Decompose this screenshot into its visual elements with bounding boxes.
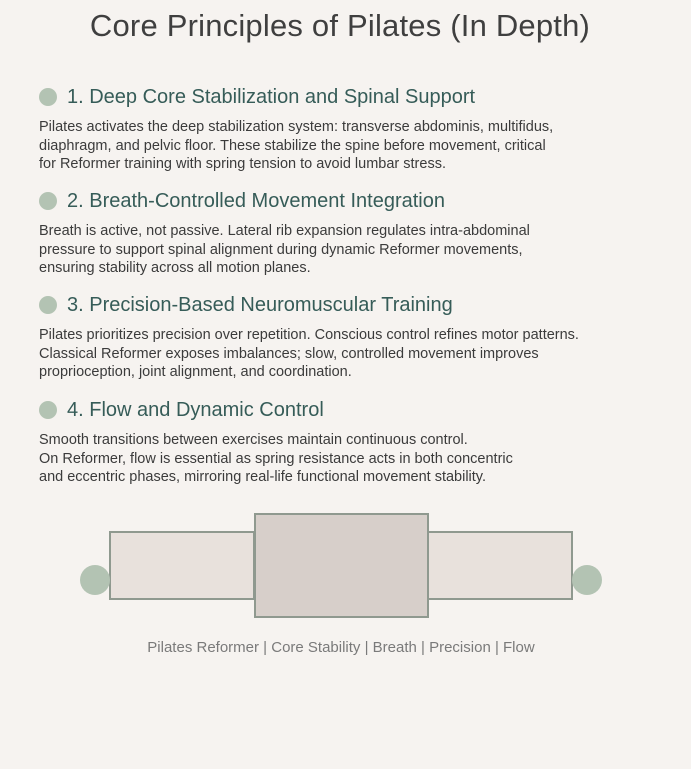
description-line: On Reformer, flow is essential as spring resistance acts in both concentric	[39, 450, 513, 467]
reformer-carriage-block	[254, 513, 429, 618]
section-header	[39, 86, 669, 112]
description-line: Breath is active, not passive. Lateral rib expansion regulates intra-abdominal	[39, 223, 530, 239]
description-line: Smooth transitions between exercises maintain continuous control.	[39, 432, 468, 448]
section-heading: 4. Flow and Dynamic Control	[67, 399, 324, 421]
section-description	[39, 431, 669, 487]
description-line: for Reformer training with spring tension to avoid lumbar stress.	[39, 156, 446, 173]
reformer-illustration	[78, 512, 606, 620]
principle-section-4	[39, 399, 669, 487]
section-header	[39, 294, 669, 320]
bullet-dot-icon	[39, 88, 57, 106]
section-description	[39, 118, 669, 174]
bullet-dot-icon	[39, 296, 57, 314]
description-line: pressure to support spinal alignment during dynamic Reformer movements,	[39, 241, 523, 258]
description-line: proprioception, joint alignment, and coordination.	[39, 364, 352, 381]
section-header	[39, 190, 669, 216]
description-line: Pilates prioritizes precision over repetition. Conscious control refines motor patterns.	[39, 327, 579, 343]
reformer-right-block	[427, 531, 573, 600]
section-heading: 1. Deep Core Stabilization and Spinal Support	[67, 86, 476, 108]
bullet-dot-icon	[39, 401, 57, 419]
principle-section-1	[39, 86, 669, 174]
principle-section-2	[39, 190, 669, 278]
principle-section-3	[39, 294, 669, 382]
section-description	[39, 326, 669, 382]
section-heading: 2. Breath-Controlled Movement Integration	[67, 190, 445, 212]
description-line: Classical Reformer exposes imbalances; slow, controlled movement improves	[39, 345, 539, 362]
section-heading: 3. Precision-Based Neuromuscular Training	[67, 294, 453, 316]
description-line: and eccentric phases, mirroring real-life functional movement stability.	[39, 469, 487, 486]
footer-tagline: Pilates Reformer | Core Stability | Breath | Precision | Flow	[147, 639, 535, 656]
description-line: ensuring stability across all motion planes.	[39, 260, 311, 277]
section-description	[39, 222, 669, 278]
bullet-dot-icon	[39, 192, 57, 210]
description-line: diaphragm, and pelvic floor. These stabilize the spine before movement, critical	[39, 137, 546, 154]
reformer-left-block	[109, 531, 255, 600]
description-line: Pilates activates the deep stabilization system: transverse abdominis, multifidus,	[39, 119, 554, 135]
page-title: Core Principles of Pilates (In Depth)	[89, 8, 591, 43]
right-knob-circle-icon	[572, 565, 602, 595]
left-knob-circle-icon	[80, 565, 110, 595]
section-header	[39, 399, 669, 425]
